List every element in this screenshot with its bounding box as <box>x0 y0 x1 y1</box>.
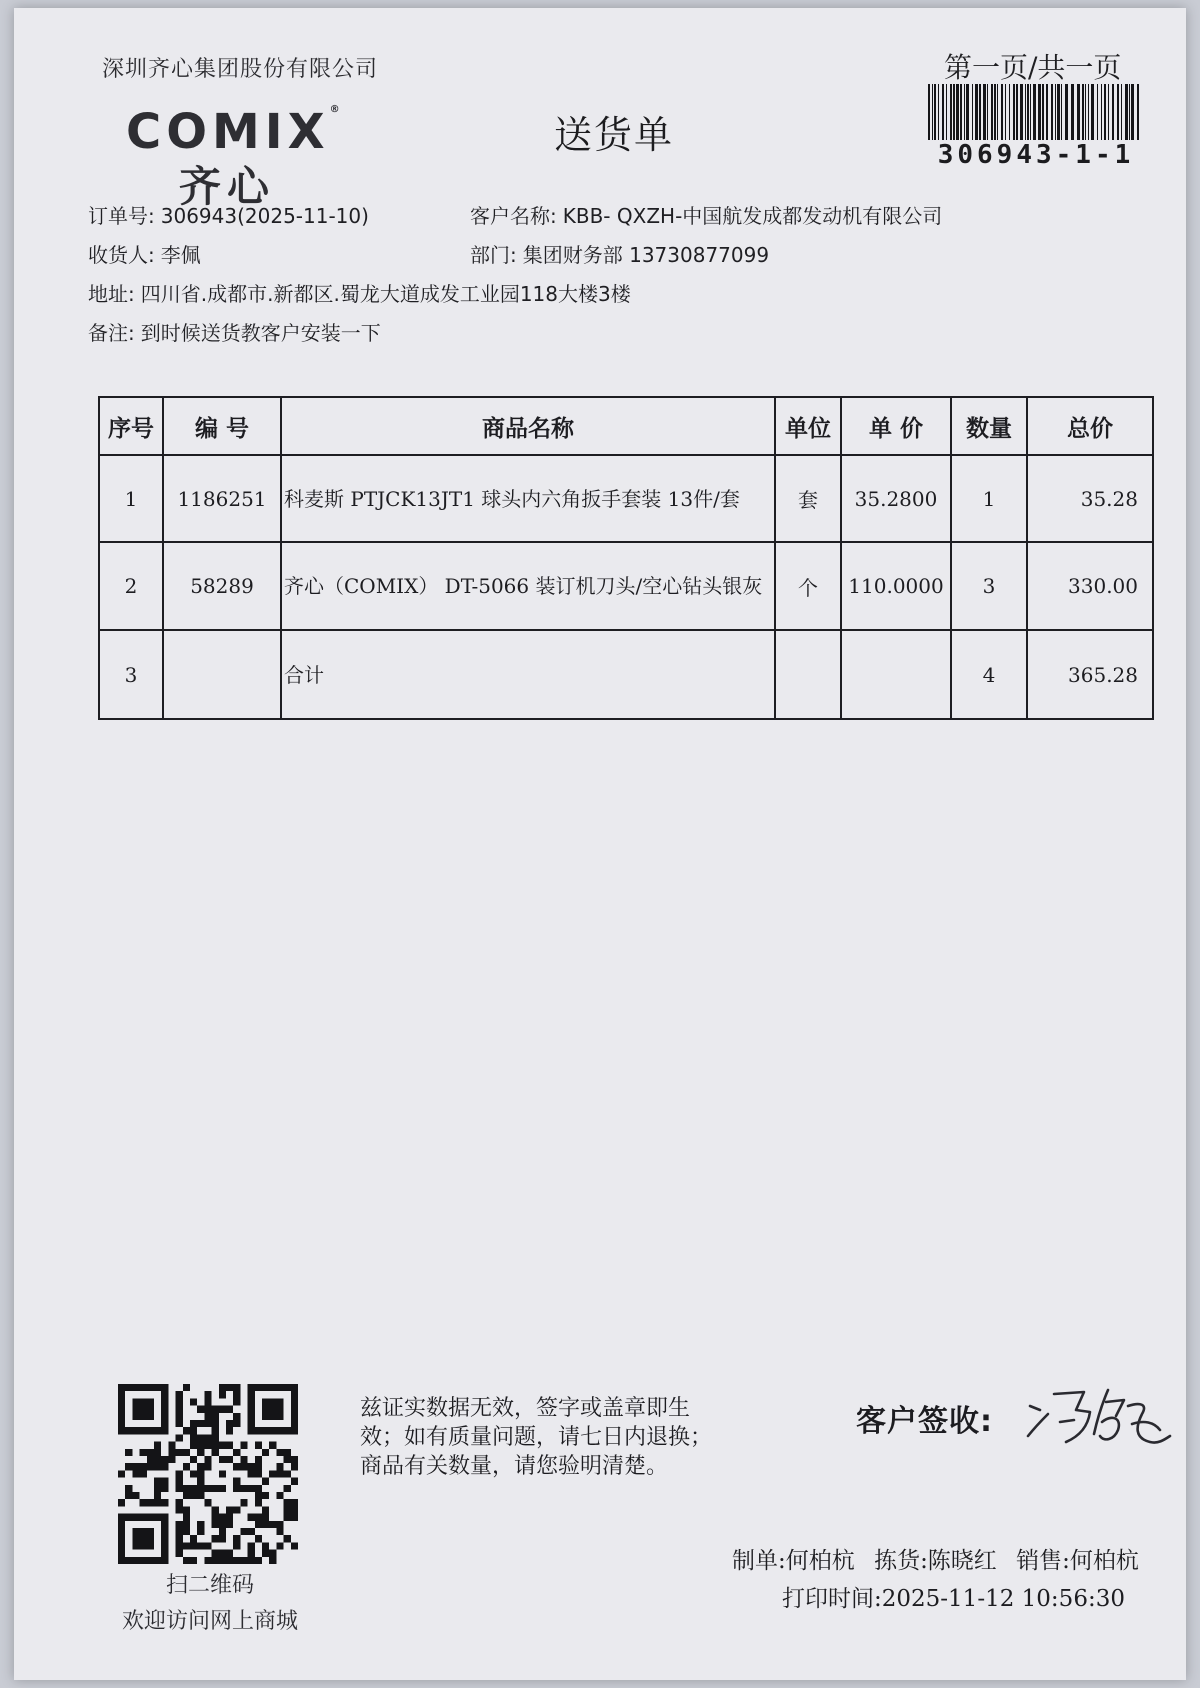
table-row <box>99 455 1153 542</box>
page-indicator: 第一页/共一页 <box>944 51 1122 84</box>
order-number-value: 306943(2025-11-10) <box>160 204 369 228</box>
row-seq: 3 <box>99 630 163 719</box>
row-seq: 2 <box>99 542 163 630</box>
notice-line2: 效；如有质量问题，请七日内退换； <box>360 1425 713 1450</box>
address-field <box>88 278 631 307</box>
order-number-label: 订单号: <box>88 204 155 228</box>
department-field <box>470 239 769 268</box>
notice-line3: 商品有关数量，请您验明清楚。 <box>360 1454 669 1479</box>
staff-line <box>732 1542 1151 1575</box>
row-seq: 1 <box>99 455 163 542</box>
row-quantity: 1 <box>951 455 1027 542</box>
header-qty: 数量 <box>951 397 1027 455</box>
notice-text <box>360 1394 712 1481</box>
remark-value: 到时候送货教客户安装一下 <box>140 321 381 345</box>
header-price: 单 价 <box>841 397 951 455</box>
notice-line1: 兹证实数据无效，签字或盖章即生 <box>360 1396 691 1421</box>
remark-field <box>88 317 381 346</box>
row-product-name: 合计 <box>281 630 775 719</box>
customer-name-value: KBB- QXZH-中国航发成都发动机有限公司 <box>562 204 943 228</box>
document-title: 送货单 <box>554 113 675 157</box>
row-quantity: 4 <box>951 630 1027 719</box>
row-total-price: 330.00 <box>1027 542 1153 630</box>
row-unit-price <box>841 630 951 719</box>
comix-logo-text <box>126 104 345 160</box>
row-total-price: 35.28 <box>1027 455 1153 542</box>
customer-sign-label: 客户签收: <box>856 1404 993 1439</box>
row-unit-price: 35.2800 <box>841 455 951 542</box>
qr-caption-line1: 扫二维码 <box>165 1573 254 1598</box>
items-table <box>98 396 1154 720</box>
qr-caption <box>100 1568 320 1640</box>
customer-name-label: 客户名称: <box>470 204 557 228</box>
row-unit-price: 110.0000 <box>841 542 951 630</box>
handwritten-signature <box>1024 1380 1174 1460</box>
picker-info: 拣货:陈晓红 <box>874 1548 997 1574</box>
barcode-icon <box>926 84 1146 140</box>
department-value: 集团财务部 13730877099 <box>522 243 770 267</box>
registered-mark: ® <box>329 104 345 115</box>
customer-name-field <box>470 200 942 229</box>
logo-wordmark: COMIX <box>126 104 330 160</box>
table-row <box>99 542 1153 630</box>
receiver-field <box>88 239 201 268</box>
header-code: 编 号 <box>163 397 281 455</box>
row-code <box>163 630 281 719</box>
sales-info: 销售:何柏杭 <box>1016 1548 1139 1574</box>
barcode-number: 306943-1-1 <box>937 140 1135 170</box>
receiver-label: 收货人: <box>88 243 155 267</box>
header-total: 总价 <box>1027 397 1153 455</box>
remark-label: 备注: <box>88 321 135 345</box>
company-name: 深圳齐心集团股份有限公司 <box>102 57 379 82</box>
header-name: 商品名称 <box>281 397 775 455</box>
row-unit: 个 <box>775 542 841 630</box>
table-header-row <box>99 397 1153 455</box>
row-product-name: 科麦斯 PTJCK13JT1 球头内六角扳手套装 13件/套 <box>281 455 775 542</box>
row-unit: 套 <box>775 455 841 542</box>
address-label: 地址: <box>88 282 135 306</box>
row-unit <box>775 630 841 719</box>
qr-code-icon[interactable] <box>118 1384 298 1564</box>
row-total-price: 365.28 <box>1027 630 1153 719</box>
order-number-field <box>88 200 369 229</box>
receiver-value: 李佩 <box>160 243 201 267</box>
table-total-row <box>99 630 1153 719</box>
qr-caption-line2: 欢迎访问网上商城 <box>121 1609 298 1634</box>
row-code: 58289 <box>163 542 281 630</box>
comix-logo-chinese: 齐心 <box>179 162 276 211</box>
department-label: 部门: <box>470 243 517 267</box>
row-product-name: 齐心（COMIX） DT-5066 装订机刀头/空心钻头银灰 <box>281 542 775 630</box>
row-code: 1186251 <box>163 455 281 542</box>
header-unit: 单位 <box>775 397 841 455</box>
header-seq: 序号 <box>99 397 163 455</box>
maker-info: 制单:何柏杭 <box>732 1548 855 1574</box>
print-time: 打印时间:2025-11-12 10:56:30 <box>782 1586 1125 1612</box>
address-value: 四川省.成都市.新都区.蜀龙大道成发工业园118大楼3楼 <box>140 282 631 306</box>
delivery-note-sheet <box>14 8 1186 1680</box>
row-quantity: 3 <box>951 542 1027 630</box>
